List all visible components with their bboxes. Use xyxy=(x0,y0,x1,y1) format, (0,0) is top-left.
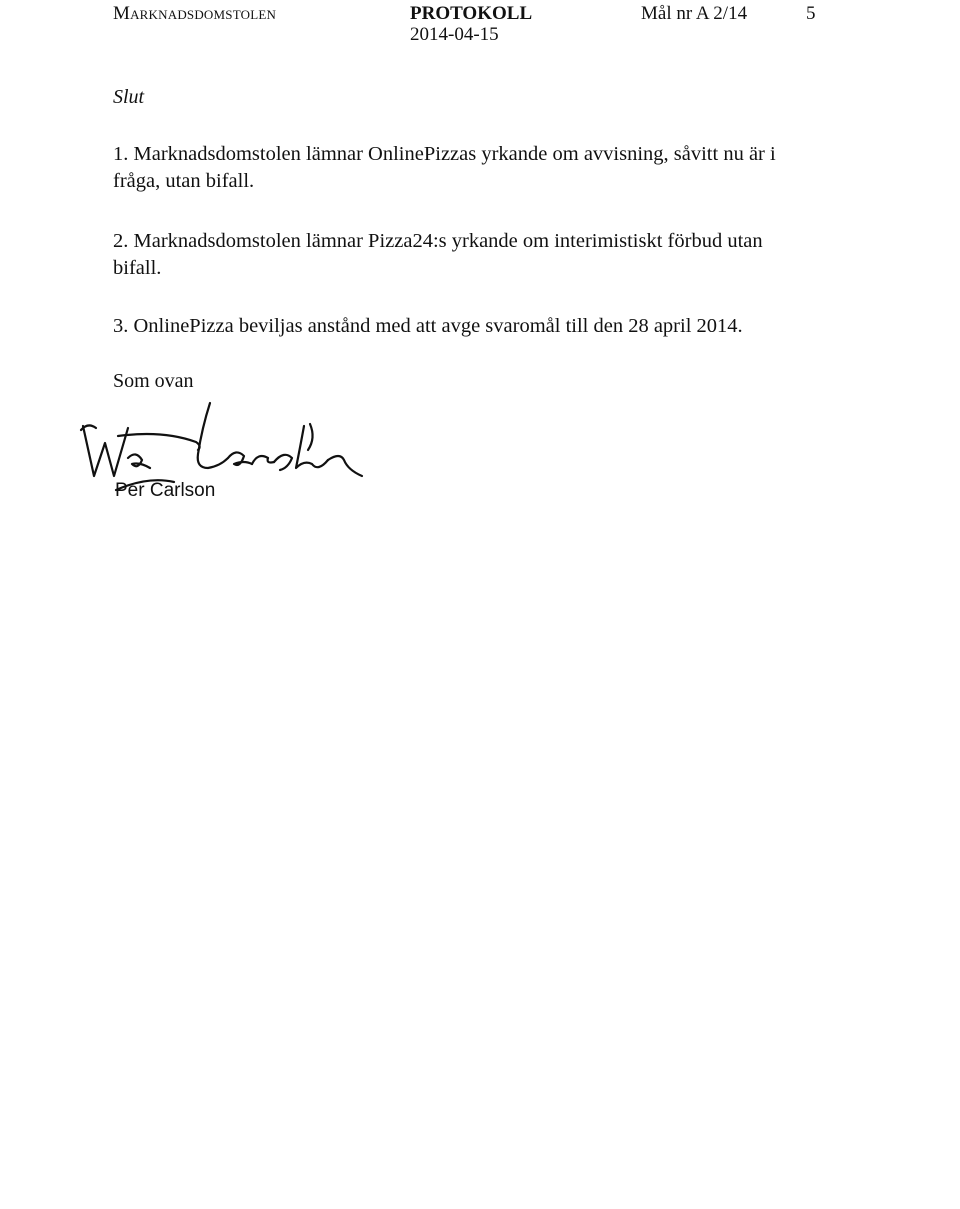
document-type: PROTOKOLL xyxy=(410,3,533,24)
court-name: Marknadsdomstolen xyxy=(113,3,277,24)
ruling-item-2: 2. Marknadsdomstolen lämnar Pizza24:s yrkande om interimistiskt förbud utan bifall. xyxy=(113,230,763,279)
ruling-item-3: 3. OnlinePizza beviljas anstånd med att avge svaromål till den 28 april 2014. xyxy=(113,315,743,337)
page-number: 5 xyxy=(806,3,816,24)
case-number: Mål nr A 2/14 xyxy=(641,3,748,24)
closing-phrase: Som ovan xyxy=(113,370,194,392)
signatory-name: Per Carlson xyxy=(115,480,216,501)
document-date: 2014-04-15 xyxy=(410,24,499,45)
ruling-item-1: 1. Marknadsdomstolen lämnar OnlinePizzas yrkande om avvisning, såvitt nu är i fråga, utan bifall. xyxy=(113,143,776,192)
section-heading: Slut xyxy=(113,86,145,108)
handwritten-signature-icon xyxy=(78,398,368,493)
